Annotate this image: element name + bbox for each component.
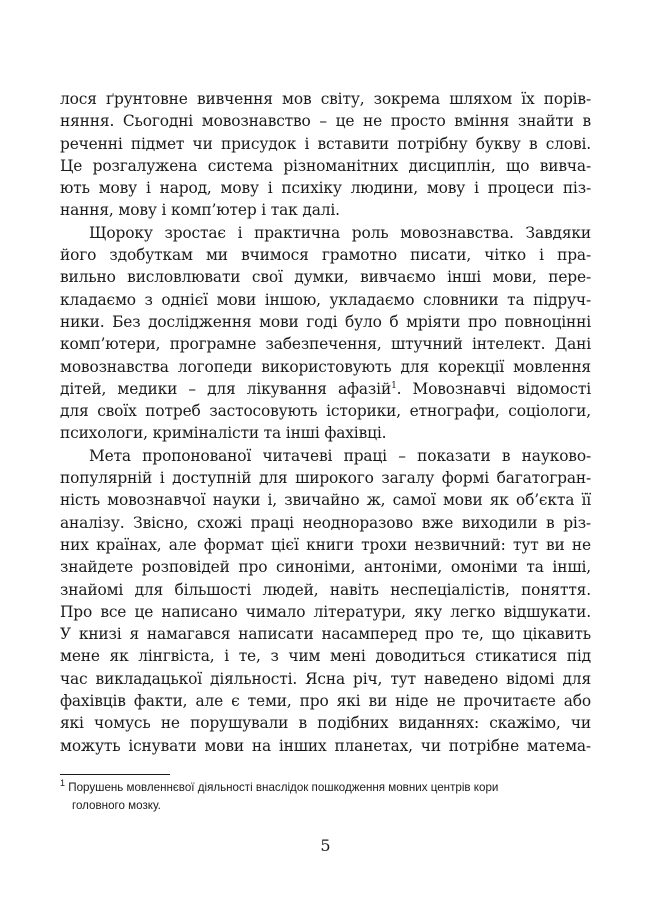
text-line: аналізу. Звісно, схожі праці неодноразово вже виходили в різ- xyxy=(60,513,591,532)
paragraph-1 xyxy=(60,88,591,222)
footnote-text: Порушень мовленнєвої діяльності внаслідок пошкодження мовних центрів кори xyxy=(68,781,499,794)
footnote-line xyxy=(60,779,591,797)
text-line: Це розгалужена система різноманітних дисциплін, що вивча- xyxy=(60,156,591,175)
page-number: 5 xyxy=(320,836,331,855)
paragraph-3 xyxy=(60,445,591,757)
text-line: няння. Сьогодні мовознавство – це не просто вміння знайти в xyxy=(60,112,591,131)
text-line: лося ґрунтовне вивчення мов світу, зокрема шляхом їх порів- xyxy=(60,90,591,108)
text-line: мовознавства логопеди використовують для корекції мовлення xyxy=(60,357,591,376)
footnote-number: 1 xyxy=(60,778,66,789)
text-line: його здобуткам ми вчимося грамотно писати, чітко і пра- xyxy=(60,246,591,265)
text-line: ність мовознавчої науки і, звичайно ж, самої мови як об’єкта її xyxy=(60,491,591,510)
text-segment: дітей, медики – для лікування афазій xyxy=(60,379,392,398)
text-line: можуть існувати мови на інших планетах, чи потрібне матема- xyxy=(60,736,591,755)
page-body xyxy=(60,88,591,757)
text-line: ють мову і народ, мову і психіку людини, мову і процеси піз- xyxy=(60,179,591,198)
text-line: фахівців факти, але є теми, про які ви ніде не прочитаєте або xyxy=(60,692,591,711)
text-line: Про все це написано чимало літератури, яку легко відшукати. xyxy=(60,602,591,621)
text-line: ники. Без дослідження мови годі було б мріяти про повноцінні xyxy=(60,312,591,331)
text-line: Мета пропонованої читачеві праці – показати в науково- xyxy=(89,446,591,465)
text-line: знайомі для більшості людей, навіть неспеціалістів, поняття. xyxy=(60,580,591,599)
paragraph-2 xyxy=(60,222,591,445)
text-line: нання, мову і комп’ютер і так далі. xyxy=(60,201,340,220)
footnote-reference[interactable]: 1 xyxy=(391,380,397,391)
text-line: кладаємо з однієї мови іншою, укладаємо словники та підруч- xyxy=(60,290,591,309)
text-line: Щороку зростає і практична роль мовознавства. Завдяки xyxy=(89,223,591,242)
text-line: комп’ютери, програмне забезпечення, штучний інтелект. Дані xyxy=(60,335,591,354)
text-line: У книзі я намагався написати насамперед про те, що цікавить xyxy=(60,625,591,644)
text-line: популярній і доступній для широкого загалу формі багатогран- xyxy=(60,469,591,488)
text-line: які чомусь не порушували в подібних виданнях: скажімо, чи xyxy=(60,714,591,733)
footnote-divider xyxy=(60,774,170,775)
text-line: вильно висловлювати свої думки, вивчаємо інші мови, пере- xyxy=(60,268,591,287)
text-line: психологи, криміналісти та інші фахівці. xyxy=(60,424,387,443)
text-line: них країнах, але формат цієї книги трохи незвичний: тут ви не xyxy=(60,535,591,554)
text-line: для своїх потреб застосовують історики, етнографи, соціологи, xyxy=(60,402,591,421)
footnote xyxy=(60,779,591,815)
footnote-line: головного мозку. xyxy=(72,799,161,812)
text-line: реченні підмет чи присудок і вставити потрібну букву в слові. xyxy=(60,134,591,153)
text-line: час викладацької діяльності. Ясна річ, тут наведено відомі для xyxy=(60,669,591,688)
text-line: знайдете розповідей про синоніми, антоніми, омоніми та інші, xyxy=(60,558,591,577)
text-line-with-footnote xyxy=(60,378,591,400)
text-line: мене як лінгвіста, і те, з чим мені доводиться стикатися під xyxy=(60,647,591,666)
text-segment: . Мовознавчі відомості xyxy=(396,379,592,398)
